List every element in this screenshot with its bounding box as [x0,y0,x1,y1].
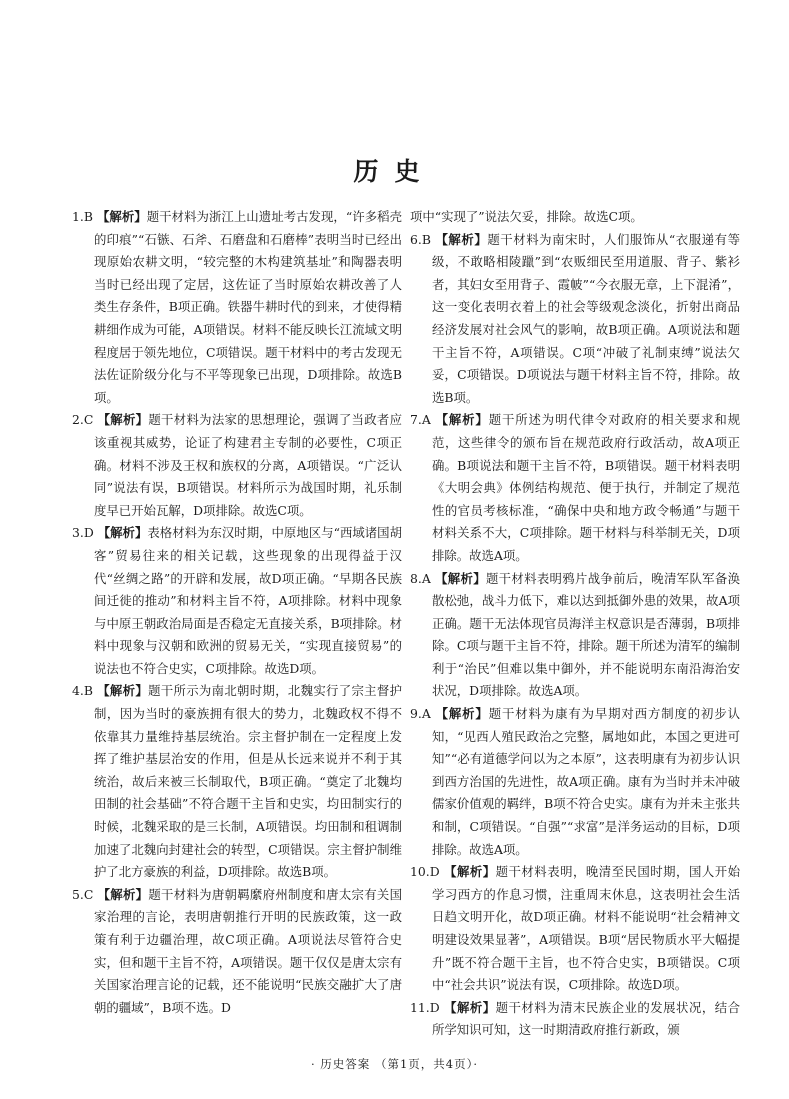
analysis-tag: 【解析】 [97,525,148,541]
analysis-tag: 【解析】 [97,886,149,902]
question-number: 3.D [72,525,94,541]
answer-item-5 [72,884,402,1020]
question-number: 5.C [72,886,94,902]
page-footer: · 历史答案 （第1页，共4页）· [310,1057,478,1071]
question-number: 7.A [410,412,431,428]
analysis-tag: 【解析】 [96,209,147,224]
question-number: 8.A [410,570,431,586]
question-number: 11.D [410,999,440,1015]
answer-item-7 [410,409,740,567]
answer-text: 题干所示为南北朝时期，北魏实行了宗主督护制，因为当时的豪族拥有很大的势力，北魏政权不得不依靠其力量维持基层统治。宗主督护制在一定程度上发挥了维护基层治安的作用，但是从长远来说并不利于其统治，故后来被三长制取代，B项正确。“奠定了北魏均田制的社会基础”不符合题干主旨和史实，均田制实行的时候，北魏采取的是三长制，A项错误。均田制和租调制加速了北魏向封建社会的转型，C项错误。宗主督护制维护了北方豪族的利益，D项排除。故选B项。 [94,683,402,880]
left-column [72,206,402,1019]
answer-item-8 [410,568,740,704]
answer-item-4 [72,680,402,883]
analysis-tag: 【解析】 [444,864,496,880]
answer-text: 题干材料为唐朝羁縻府州制度和唐太宗有关国家治理的言论，表明唐朝推行开明的民族政策，这一政策有利于边疆治理，故C项正确。A项说法尽管符合史实，但和题干主旨不符，A项错误。题干仅仅是唐太宗有关国家治理言论的记载，还不能说明“民族交融扩大了唐朝的疆域”，B项不选。D [94,886,402,1015]
answer-text: 题干材料为法家的思想理论，强调了当政者应该重视其威势，论证了构建君主专制的必要性，C项正确。材料不涉及王权和族权的分离，A项错误。“广泛认同”说法有误，B项错误。材料所示为战国时期，礼乐制度早已开始瓦解，D项排除。故选C项。 [94,412,402,518]
answer-item-3 [72,522,402,680]
answer-text: 题干材料为浙江上山遗址考古发现，“许多稻壳的印痕”“石镞、石斧、石磨盘和石磨棒”表明当时已经出现原始农耕文明，“较完整的木构建筑基址”和陶器表明当时已经出现了定居，这佐证了当时原始农耕改善了人类生存条件，B项正确。铁器牛耕时代的到来，才使得精耕细作成为可能，A项错误。材料不能反映长江流域文明程度居于领先地位，C项错误。题干材料中的考古发现无法佐证阶级分化与不平等现象已出现，D项排除。故选B项。 [94,209,402,405]
page-title: 历史 [353,157,436,186]
answer-text: 表格材料为东汉时期，中原地区与“西域诸国胡客”贸易往来的相关记载，这些现象的出现得益于汉代“丝绸之路”的开辟和发展，故D项正确。“早期各民族间迁徙的推动”和材料主旨不符，A项排除。材料中现象与中原王朝政治局面是否稳定无直接关系，B项排除。材料中现象与汉朝和欧洲的贸易无关，“实现直接贸易”的说法也不符合史实，C项排除。故选D项。 [94,525,402,676]
question-number: 6.B [410,231,431,247]
analysis-tag: 【解析】 [435,412,489,428]
question-number: 10.D [410,864,440,880]
answer-text: 题干材料为康有为早期对西方制度的初步认知，“见西人殖民政治之完整，属地如此，本国之更进可知”“必有道德学问以为之本原”，这表明康有为初步认识到西方治国的先进性，故A项正确。康有为当时并未冲破儒家价值观的羁绊，B项不符合史实。康有为并未主张共和制，C项错误。“自强”“求富”是洋务运动的目标，D项排除。故选A项。 [432,706,740,857]
question-number: 4.B [72,683,93,699]
answer-item-1 [72,206,402,409]
answer-text: 题干所述为明代律令对政府的相关要求和规范，这些律令的颁布旨在规范政府行政活动，故A项正确。B项说法和题干主旨不符，B项错误。题干材料表明《大明会典》体例结构规范、便于执行，并制定了规范性的官员考核标准，“确保中央和地方政令畅通”与题干材料关系不大，C项排除。题干材料与科举制无关，D项排除。故选A项。 [432,412,740,563]
analysis-tag: 【解析】 [435,231,488,247]
question-number: 2.C [72,412,94,428]
answer-item-10 [410,861,740,997]
answer-text: 题干材料表明鸦片战争前后，晚清军队军备涣散松弛，战斗力低下，难以达到抵御外患的效果，故A项正确。题干无法体现官员海洋主权意识是否薄弱，B项排除。C项与题干主旨不符，排除。题干所述为清军的编制利于“治民”但难以集中御外，并不能说明东南沿海治安状况，D项排除。故选A项。 [432,570,741,699]
analysis-tag: 【解析】 [435,706,489,722]
right-column [410,206,740,1042]
answer-text: 题干材料为南宋时，人们服饰从“衣服递有等级，不敢略相陵躐”到“农贩细民至用道服、背子、紫衫者，其妇女至用背子、霞帔”“今衣服无章，上下混淆”，这一变化表明衣着上的社会等级观念淡化，折射出商品经济发展对社会风气的影响，故B项正确。A项说法和题干主旨不符，A项错误。C项“冲破了礼制束缚”说法欠妥，C项错误。D项说法与题干材料主旨不符，排除。故选B项。 [432,231,740,405]
answer-item-5-continued [410,206,740,229]
analysis-tag: 【解析】 [444,999,496,1015]
answer-item-9 [410,703,740,861]
answer-item-2 [72,409,402,522]
answer-item-11 [410,997,740,1042]
answer-item-6 [410,229,740,410]
analysis-tag: 【解析】 [97,412,149,428]
answer-text: 项中“实现了”说法欠妥，排除。故选C项。 [410,209,643,224]
analysis-tag: 【解析】 [97,683,149,699]
answer-text: 题干材料为清末民族企业的发展状况，结合所学知识可知，这一时期清政府推行新政，颁 [432,999,741,1038]
question-number: 9.A [410,706,431,722]
answer-text: 题干材料表明，晚清至民国时期，国人开始学习西方的作息习惯，注重周末休息，这表明社会生活日趋文明开化，故D项正确。材料不能说明“社会精神文明建设效果显著”，A项错误。B项“居民物质水平大幅提升”既不符合题干主旨，也不符合史实，B项错误。C项中“社会共识”说法有误，C项排除。故选D项。 [432,864,741,993]
question-number: 1.B [72,209,93,224]
analysis-tag: 【解析】 [435,570,486,586]
